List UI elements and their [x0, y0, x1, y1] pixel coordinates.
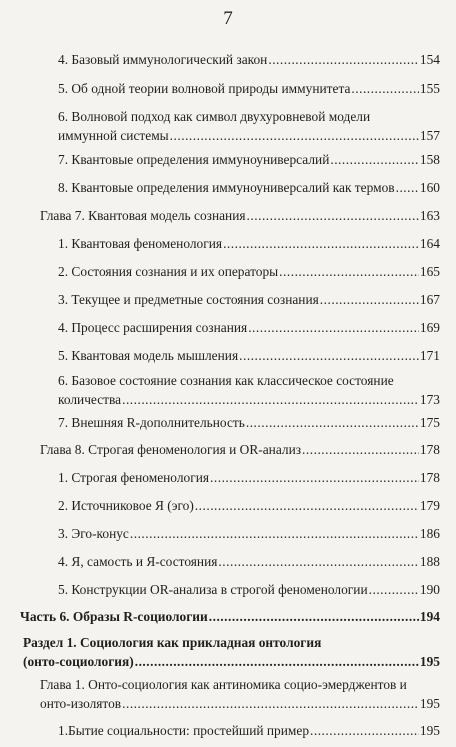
leader-dots — [122, 390, 419, 409]
toc-entry-title: 7. Квантовые определения иммуноуниверсалий — [58, 152, 330, 167]
toc-entry-title: Глава 7. Квантовая модель сознания — [40, 208, 246, 223]
leader-dots — [239, 346, 419, 365]
leader-dots — [218, 552, 418, 571]
toc-entry — [58, 50, 440, 69]
toc-entry-title: Бытие социальности: простейший пример — [68, 723, 310, 738]
toc-entry-title: 4. Процесс расширения сознания — [58, 320, 248, 335]
toc-entry-page: 190 — [419, 582, 440, 597]
page-number: 7 — [223, 8, 233, 29]
toc-entry-page: 195 — [419, 654, 440, 669]
toc-entry-title-cont: иммунной системы — [58, 128, 169, 143]
leader-dots — [320, 290, 419, 309]
toc-entry-page: 154 — [419, 52, 440, 67]
toc-entry-title: 5. Конструкции OR-анализа в строгой феноменологии — [58, 582, 368, 597]
leader-dots — [170, 126, 419, 145]
toc-entry — [58, 721, 440, 740]
toc-entry — [58, 371, 440, 409]
toc-chapter — [40, 206, 440, 225]
leader-dots — [135, 652, 419, 671]
toc-entry — [58, 413, 440, 432]
toc-entry-title: 1. Квантовая феноменология — [58, 236, 223, 251]
toc-entry-page: 160 — [419, 180, 440, 195]
toc-entry — [58, 552, 440, 571]
toc-entry-page: 195 — [419, 723, 440, 738]
leader-dots — [122, 694, 419, 713]
leader-dots — [246, 413, 419, 432]
toc-entry-page: 178 — [419, 470, 440, 485]
toc-entry-title: 2. Источниковое Я (эго) — [58, 498, 194, 513]
toc-entry — [58, 262, 440, 281]
toc-entry — [58, 346, 440, 365]
toc-entry — [58, 496, 440, 515]
toc-entry — [58, 178, 440, 197]
leader-dots — [310, 721, 419, 740]
leader-dots — [195, 496, 419, 515]
toc-entry-title-cont: (онто-социология) — [23, 654, 134, 669]
leader-dots — [248, 318, 419, 337]
toc-entry-title: 5. Об одной теории волновой природы иммунитета — [58, 81, 351, 96]
toc-entry-title: 5. Квантовая модель мышления — [58, 348, 239, 363]
toc-entry — [58, 468, 440, 487]
toc-entry-page: 195 — [419, 696, 440, 711]
toc-chapter — [40, 440, 440, 459]
leader-dots — [247, 206, 419, 225]
leader-dots — [351, 79, 419, 98]
toc-entry-page: 186 — [419, 526, 440, 541]
toc-entry-title: 8. Квантовые определения иммуноуниверсалий как термов — [58, 180, 395, 195]
toc-entry-title: 1. Строгая феноменология — [58, 470, 210, 485]
toc-entry-page: 188 — [419, 554, 440, 569]
toc-entry-page: 171 — [419, 348, 440, 363]
toc-entry-title: 2. Состояния сознания и их операторы — [58, 264, 279, 279]
leader-dots — [369, 580, 419, 599]
toc-entry-title: Часть 6. Образы R-социологии — [20, 609, 208, 624]
toc-entry-title-cont: онто-изолятов — [40, 696, 122, 711]
toc-entry-title-cont: количества — [58, 392, 122, 407]
toc-entry — [58, 79, 440, 98]
toc-part — [20, 607, 440, 626]
toc-entry-page: 175 — [419, 415, 440, 430]
toc-chapter — [40, 675, 440, 713]
toc-entry-title: Раздел 1. Социология как прикладная онтология — [23, 635, 322, 650]
leader-dots — [210, 468, 419, 487]
leader-dots — [279, 262, 419, 281]
toc-entry-title: 6. Базовое состояние сознания как классическое состояние — [58, 373, 394, 388]
toc-section — [23, 633, 440, 671]
toc-entry-page: 155 — [419, 81, 440, 96]
toc-entry — [58, 234, 440, 253]
toc-entry-page: 165 — [419, 264, 440, 279]
leader-dots — [223, 234, 419, 253]
leader-dots — [130, 524, 419, 543]
leader-dots — [330, 150, 419, 169]
toc-entry-page: 173 — [419, 392, 440, 407]
leader-dots — [209, 607, 419, 626]
leader-dots — [268, 50, 419, 69]
toc-entry-page: 167 — [419, 292, 440, 307]
toc-entry-page: 163 — [419, 208, 440, 223]
toc-entry — [58, 107, 440, 145]
toc-entry-title: Глава 1. Онто-социология как антиномика социо-эмерджентов и — [40, 677, 407, 692]
toc-entry-page: 169 — [419, 320, 440, 335]
toc-entry — [58, 580, 440, 599]
leader-dots — [302, 440, 419, 459]
toc-entry-title: 4. Базовый иммунологический закон — [58, 52, 268, 67]
toc-entry-number: 1. — [58, 723, 69, 738]
toc-entry-title: 7. Внешняя R-дополнительность — [58, 415, 245, 430]
leader-dots — [396, 178, 419, 197]
toc-entry-page: 179 — [419, 498, 440, 513]
toc-entry — [58, 318, 440, 337]
toc-entry — [58, 150, 440, 169]
toc-entry-title: 3. Текущее и предметные состояния сознания — [58, 292, 319, 307]
toc-entry — [58, 524, 440, 543]
toc-entry-title: 6. Волновой подход как символ двухуровневой модели — [58, 109, 371, 124]
toc-entry-title: 4. Я, самость и Я-состояния — [58, 554, 218, 569]
toc-entry-page: 157 — [419, 128, 440, 143]
toc-entry-title: Глава 8. Строгая феноменология и OR-анализ — [40, 442, 302, 457]
toc-entry-page: 158 — [419, 152, 440, 167]
toc-entry-page: 194 — [419, 609, 440, 624]
toc-entry-page: 178 — [419, 442, 440, 457]
toc-entry-page: 164 — [419, 236, 440, 251]
toc-entry-title: 3. Эго-конус — [58, 526, 129, 541]
toc-entry — [58, 290, 440, 309]
